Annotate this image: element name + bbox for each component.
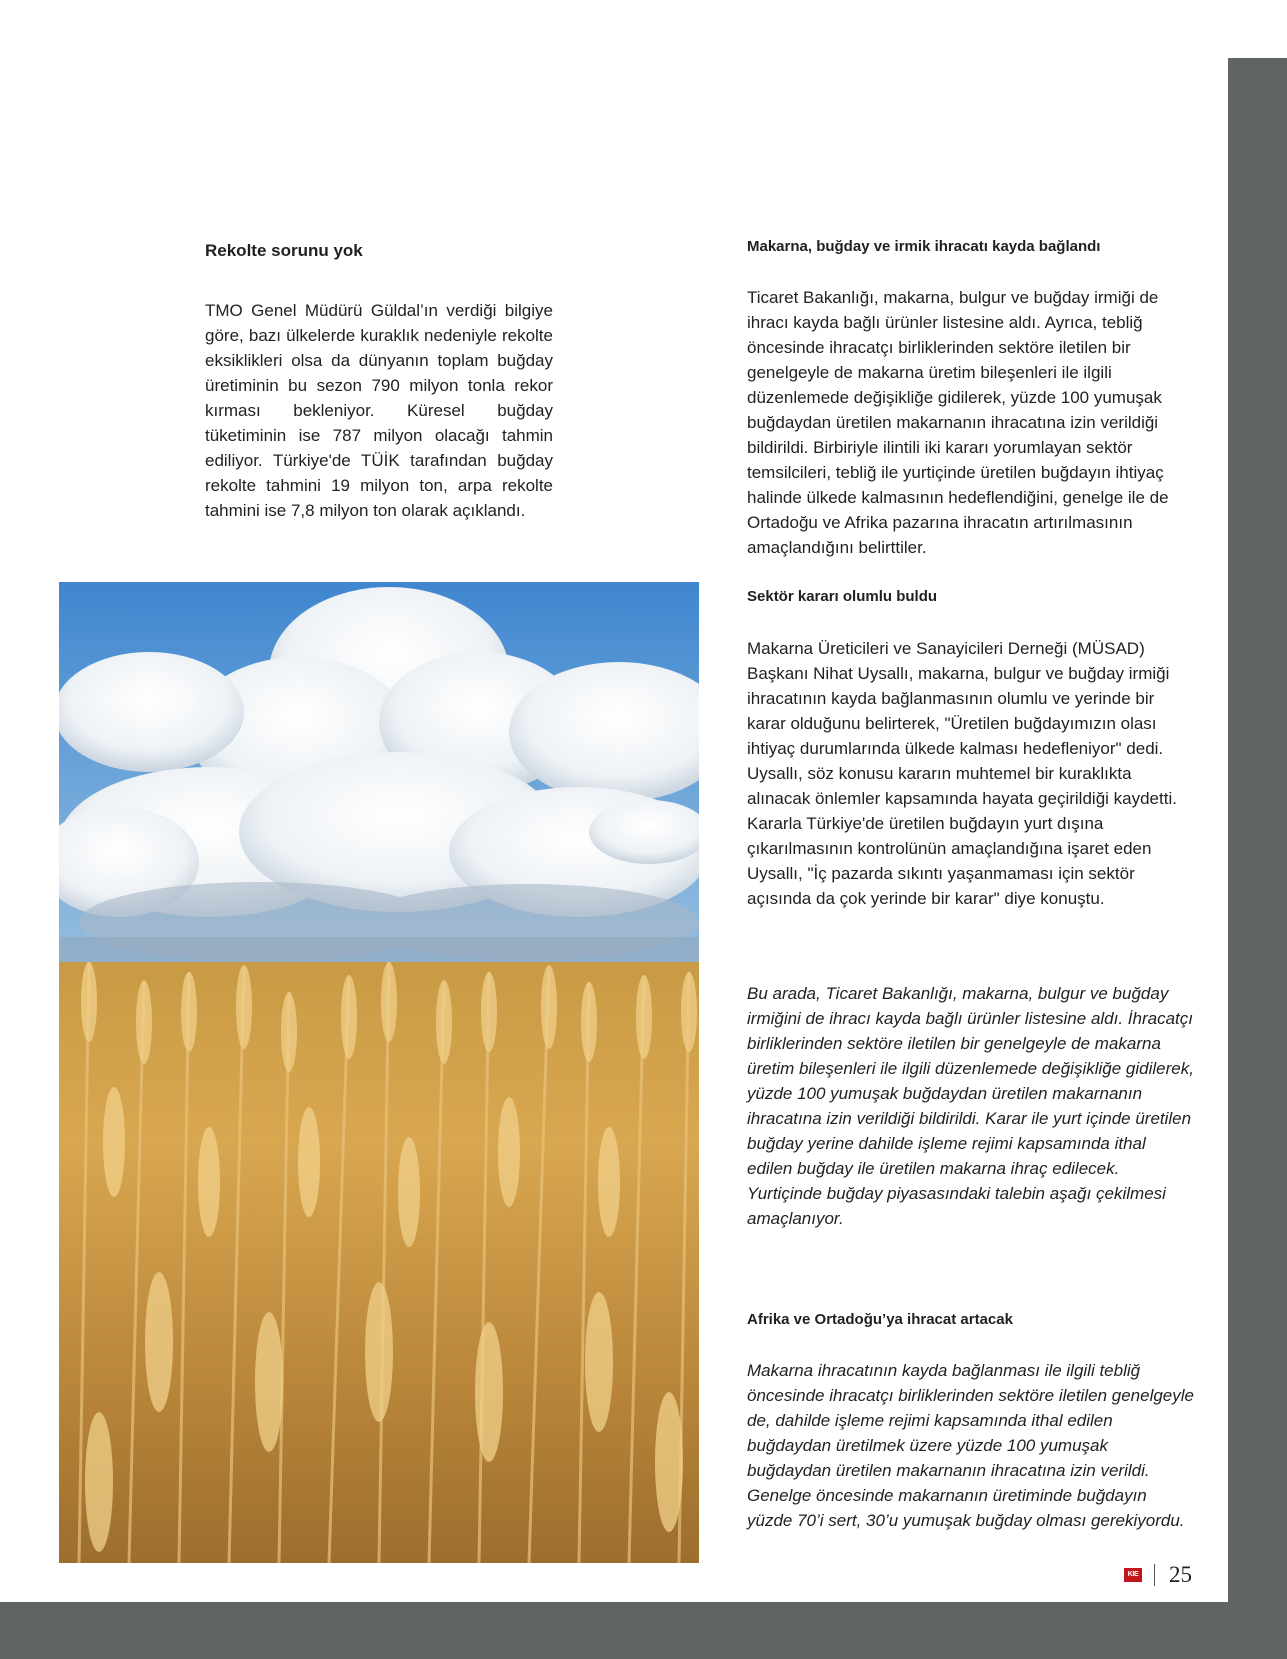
paragraph-afrika: Makarna ihracatının kayda bağlanması ile ilgili tebliğ öncesinde ihracatçı birliklerinden sektöre iletilen genelgeyle de, dahilde işleme rejimi kapsamında ithal edilen buğdaydan üretilmek üzere yüzde 100 yumuşak buğdaydan üretilen makarnanın ihracatına izin verildi. Genelge öncesinde makarnanın üretiminde buğdayın yüzde 70’i sert, 30’u yumuşak buğday olması gerekiyordu. <box>747 1361 1194 1530</box>
paragraph-ihracat: Ticaret Bakanlığı, makarna, bulgur ve buğday irmiği de ihracı kayda bağlı ürünler listesine aldı. Ayrıca, tebliğ öncesinde ihracatçı birliklerinden sektöre iletilen bir genelgeyle de makarna üretim bileşenleri ile ilgili düzenlemede değişikliğe gidilerek, yüzde 100 yumuşak buğdaydan üretilen makarnanın ihracatına izin verildiği bildirildi. Birbiriyle ilintili iki kararı yorumlayan sektör temsilcileri, tebliğ ile yurtiçinde üretilen buğdayın ihtiyaç halinde ülkede kalmasının hedeflendiğini, genelge ile de Ortadoğu ve Afrika pazarına ihracatın artırılmasının amaçlandığını belirttiler. <box>747 288 1169 557</box>
right-column-section-2 <box>747 586 1195 911</box>
wheat-field-photo <box>59 582 699 1563</box>
paragraph-rekolte: TMO Genel Müdürü Güldal’ın verdiği bilgiye göre, bazı ülkelerde kuraklık nedeniyle rekolte eksiklikleri olsa da dünyanın toplam buğday üretiminin bu sezon 790 milyon tonla rekor kırması bekleniyor. Küresel buğday tüketiminin ise 787 milyon olacağı tahmin ediliyor. Türkiye'de TÜİK tarafından buğday rekolte tahmini 19 milyon ton, arpa rekolte tahmini ise 7,8 milyon ton olarak açıklandı. <box>205 301 553 520</box>
section-heading-afrika: Afrika ve Ortadoğu’ya ihracat artacak <box>747 1311 1013 1328</box>
right-column-section-1 <box>747 236 1195 560</box>
section-heading-sektor: Sektör kararı olumlu buldu <box>747 588 938 605</box>
section-heading-rekolte: Rekolte sorunu yok <box>205 241 363 260</box>
magazine-logo-icon: KIE <box>1124 1568 1142 1582</box>
right-edge-bar <box>1228 58 1287 1659</box>
paragraph-sektor: Makarna Üreticileri ve Sanayicileri Derneği (MÜSAD) Başkanı Nihat Uysallı, makarna, bulgur ve buğday irmiği ihracatının kayda bağlanmasının olumlu ve yerinde bir karar olduğunu belirterek, "Üretilen buğdayımızın olası ihtiyaç durumlarında ülkede kalması hedefleniyor" dedi. Uysallı, söz konusu kararın muhtemel bir kuraklıkta alınacak önlemler kapsamında hayata geçirildiği kaydetti. Kararla Türkiye'de üretilen buğdayın yurt dışına çıkarılmasının kontrolünün amaçlandığına işaret eden Uysallı, "İç pazarda sıkıntı yaşanmaması için sektör açısında da çok yerinde bir karar" diye konuştu. <box>747 639 1177 908</box>
right-column-section-3 <box>747 1309 1195 1533</box>
section-heading-ihracat: Makarna, buğday ve irmik ihracatı kayda bağlandı <box>747 238 1101 255</box>
page-footer <box>1124 1562 1192 1588</box>
right-column-italic <box>747 981 1195 1231</box>
page-number: 25 <box>1169 1562 1192 1587</box>
bottom-edge-bar <box>0 1602 1287 1659</box>
paragraph-italic-ticaret: Bu arada, Ticaret Bakanlığı, makarna, bulgur ve buğday irmiğini de ihracı kayda bağlı ürünler listesine aldı. İhracatçı birliklerinden sektöre iletilen bir genelgeyle de makarna üretim bileşenleri ile ilgili düzenlemede değişikliğe gidilerek, yüzde 100 yumuşak buğdaydan üretilen makarnanın ihracatına izin verildiği bildirildi. Karar ile yurt içinde üretilen buğday yerine dahilde işleme rejimi kapsamında ithal edilen buğday ile üretilen makarna ihraç edilecek. Yurtiçinde buğday piyasasındaki talebin aşağı çekilmesi amaçlanıyor. <box>747 984 1194 1228</box>
footer-divider <box>1154 1564 1155 1586</box>
left-column <box>205 240 553 523</box>
